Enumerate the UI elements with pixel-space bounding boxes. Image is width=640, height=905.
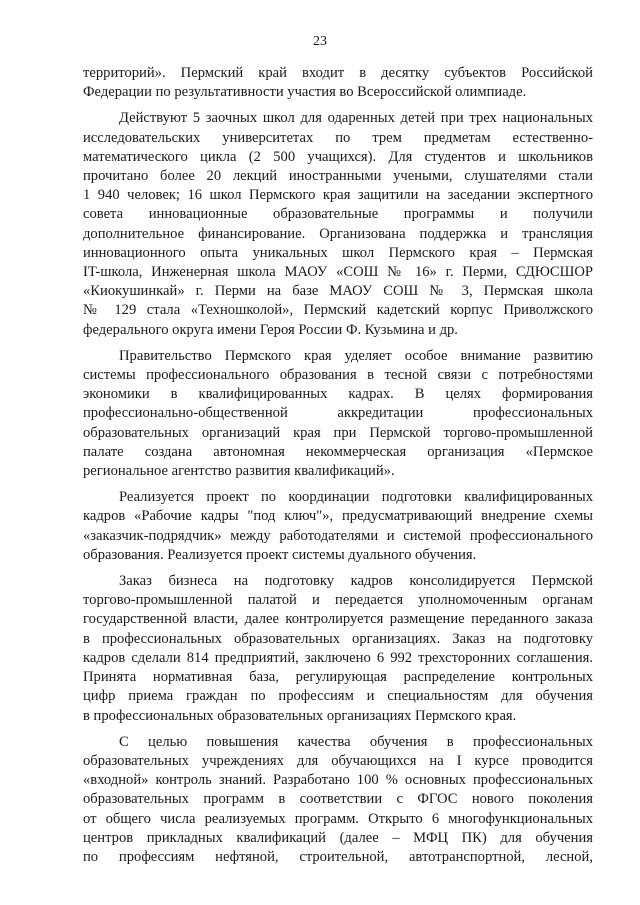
text-line: Реализуется проект по координации подготовки квалифицированных (119, 489, 593, 506)
text-line: в профессиональных образовательных организациях. Заказ на подготовку (83, 630, 593, 647)
text-line: территорий». Пермский край входит в десятку субъектов Российской (83, 65, 593, 81)
page-number: 23 (313, 34, 327, 49)
text-line: кадров сделали 814 предприятий, заключено 6 992 трехсторонних соглашения. (83, 649, 593, 666)
text-line: образовательных программ в соответствии с ФГОС нового поколения (83, 791, 593, 808)
text-line: «входной» контроль знаний. Разработано 100 % основных профессиональных (83, 772, 593, 789)
text-line: региональное агентство развития квалификаций». (83, 463, 395, 480)
text-line: № 129 стала «Техношколой», Пермский кадетский корпус Приволжского (83, 302, 593, 319)
text-line: IT-школа, Инженерная школа МАОУ «СОШ № 16» г. Перми, СДЮСШОР (83, 264, 593, 281)
text-line: инновационного опыта уникальных школ Пермского края – Пермская (83, 244, 593, 261)
text-line: цифр приема граждан по профессиям и специальностям для обучения (83, 688, 593, 705)
text-line: «Киокушинкай» г. Перми на базе МАОУ СОШ № 3, Пермская школа (83, 283, 593, 300)
text-line: экономики в квалифицированных кадрах. В целях формирования (83, 386, 593, 403)
text-line: 1 940 человек; 16 школ Пермского края защитили на заседании экспертного (83, 187, 593, 204)
text-line: системы профессионального образования в тесной связи с потребностями (83, 367, 593, 384)
text-line: Действуют 5 заочных школ для одаренных детей при трех национальных (119, 110, 593, 127)
text-line: исследовательских университетах по трем предметам естественно- (83, 129, 593, 146)
text-line: федерального округа имени Героя России Ф. Кузьмина и др. (83, 321, 458, 338)
body-text (83, 64, 593, 867)
text-line: профессионально-общественной аккредитации профессиональных (83, 405, 593, 422)
text-line: дополнительное финансирование. Организована поддержка и трансляция (83, 225, 593, 242)
text-line: палате создана автономная некоммерческая организация «Пермское (83, 443, 593, 460)
text-line: Принята нормативная база, регулирующая распределение контрольных (83, 669, 593, 686)
text-line: по профессиям нефтяной, строительной, автотранспортной, лесной, (83, 848, 593, 865)
text-line: Правительство Пермского края уделяет особое внимание развитию (119, 347, 593, 364)
text-line: «заказчик-подрядчик» между работодателями и системой профессионального (83, 527, 593, 544)
text-line: торгово-промышленной палатой и передается уполномоченным органам (83, 592, 593, 609)
text-line: образовательных учреждениях для обучающихся на I курсе проводится (83, 752, 593, 769)
text-line: Федерации по результативности участия во Всероссийской олимпиаде. (83, 84, 527, 101)
text-line: образовательных организаций края при Пермской торгово-промышленной (83, 424, 593, 441)
text-line: от общего числа реализуемых программ. Открыто 6 многофункциональных (83, 810, 593, 827)
text-line: центров прикладных квалификаций (далее – МФЦ ПК) для обучения (83, 829, 593, 846)
text-line: в профессиональных образовательных организациях Пермского края. (83, 707, 517, 724)
text-line: математического цикла (2 500 учащихся). Для студентов и школьников (83, 148, 593, 165)
text-line: совета инновационные образовательные программы и получили (83, 206, 593, 223)
text-line: государственной власти, далее контролируется размещение переданного заказа (83, 611, 593, 628)
text-line: Заказ бизнеса на подготовку кадров консолидируется Пермской (119, 573, 593, 590)
text-line: С целью повышения качества обучения в профессиональных (119, 733, 593, 750)
text-line: прочитано более 20 лекций иностранными учеными, слушателями стали (83, 168, 593, 185)
text-line: кадров «Рабочие кадры "под ключ"», предусматривающий внедрение схемы (83, 508, 593, 525)
text-line: образования. Реализуется проект системы дуального обучения. (83, 546, 477, 563)
